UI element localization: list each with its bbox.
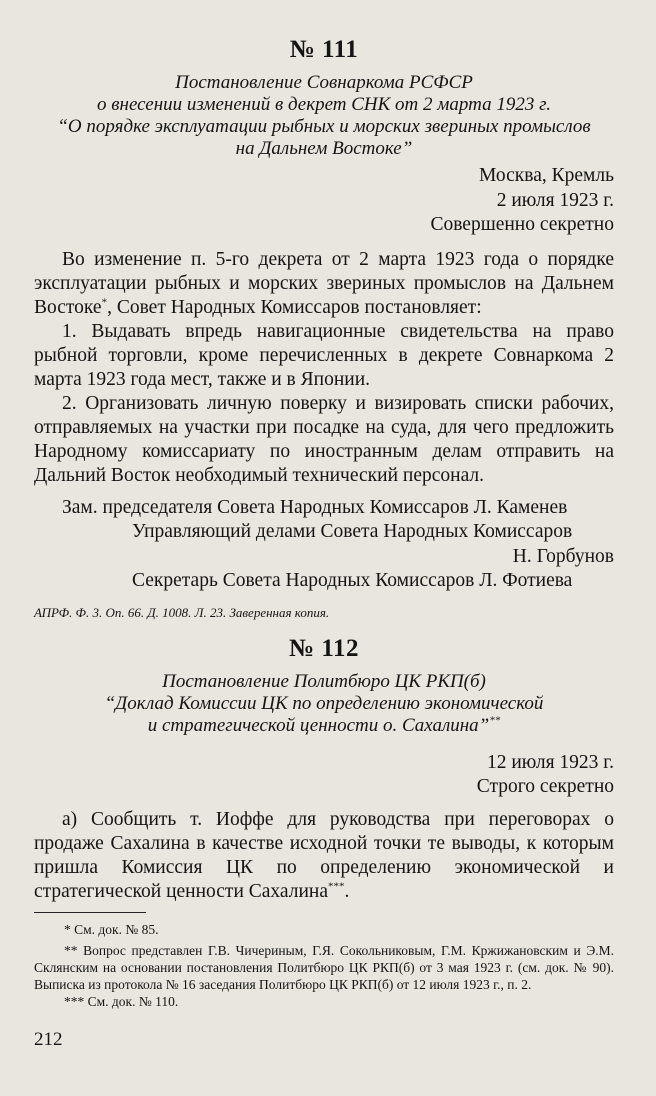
archive-source: АПРФ. Ф. 3. Оп. 66. Д. 1008. Л. 23. Заверенная копия.: [34, 604, 330, 620]
intro-paragraph: [34, 248, 614, 320]
intro-tail: , Совет Народных Комиссаров постановляет:: [107, 296, 482, 318]
signature-gorbunov-title: Управляющий делами Совета Народных Комиссаров: [132, 521, 573, 542]
footnote-2: ** Вопрос представлен Г.В. Чичериным, Г.Я. Сокольниковым, Г.М. Кржижановским и Э.М. Склянским на основании постановления Политбюро ЦК РКП(б) от 3 мая 1923 г. (см. док. № 90). Выписка из протокола № 16 заседания Политбюро ЦК РКП(б) от 12 июля 1923 г., п. 2.: [34, 942, 614, 992]
title-line: Постановление Совнаркома РСФСР: [175, 72, 473, 93]
document-number: № 112: [289, 634, 359, 662]
place: Москва, Кремль: [479, 165, 614, 186]
item-1: 1. Выдавать впредь навигационные свидетельства на право рыбной торговли, кроме перечисленных в декрете Совнаркома 2 марта 1923 года мест, также и в Японии.: [34, 320, 614, 390]
footnote-3: *** См. док. № 110.: [64, 993, 179, 1009]
title-line: “О порядке эксплуатации рыбных и морских звериных промыслов: [57, 116, 591, 137]
title-line-text: и стратегической ценности о. Сахалина”: [147, 714, 490, 736]
classification: Строго секретно: [476, 776, 614, 797]
signature-kamenev: Зам. председателя Совета Народных Комиссаров Л. Каменев: [62, 496, 568, 518]
title-line: о внесении изменений в декрет СНК от 2 марта 1923 г.: [97, 94, 551, 115]
title-line: [34, 715, 614, 737]
page-number: 212: [34, 1029, 63, 1050]
title-line: “Доклад Комиссии ЦК по определению экономической: [104, 692, 544, 714]
item-a: [34, 808, 614, 904]
signature-gorbunov-name: Н. Горбунов: [512, 545, 614, 567]
document-title: [34, 72, 614, 160]
item-2: 2. Организовать личную поверку и визировать списки рабочих, отправляемых на участки при посадке на суда, для чего предложить Народному комиссариату по иностранным делам отправить на Дальний Восток необходимый технический персонал.: [34, 392, 614, 486]
item-a-tail: .: [344, 880, 350, 902]
title-line: на Дальнем Востоке”: [235, 138, 413, 159]
footnote-ref: **: [489, 714, 501, 727]
document-number: № 111: [289, 36, 359, 63]
footnote-ref: *: [101, 296, 108, 308]
classification: Совершенно секретно: [430, 214, 614, 235]
footnote-rule: [34, 912, 146, 913]
document-112: [34, 635, 614, 904]
document-111: [34, 36, 614, 621]
document-title: [34, 671, 614, 737]
intro-text: Во изменение п. 5-го декрета от 2 марта 1923 года о порядке эксплуатации рыбных и морских звериных промыслов на Дальнем Востоке: [34, 248, 614, 318]
footnotes: [34, 921, 614, 1010]
title-line: Постановление Политбюро ЦК РКП(б): [162, 670, 486, 692]
footnote-ref: ***: [328, 880, 345, 892]
signature-fotieva: Секретарь Совета Народных Комиссаров Л. Фотиева: [132, 570, 573, 591]
date: 12 июля 1923 г.: [486, 751, 614, 773]
footnote-1: * См. док. № 85.: [64, 921, 159, 937]
document-page: [0, 36, 656, 1096]
item-a-text: а) Сообщить т. Иоффе для руководства при переговорах о продаже Сахалина в качестве исходной точки те выводы, к которым пришла Комиссия ЦК по определению экономической и стратегической ценности Сахалина: [34, 808, 614, 902]
signatures: [34, 496, 614, 594]
date: 2 июля 1923 г.: [496, 189, 614, 211]
